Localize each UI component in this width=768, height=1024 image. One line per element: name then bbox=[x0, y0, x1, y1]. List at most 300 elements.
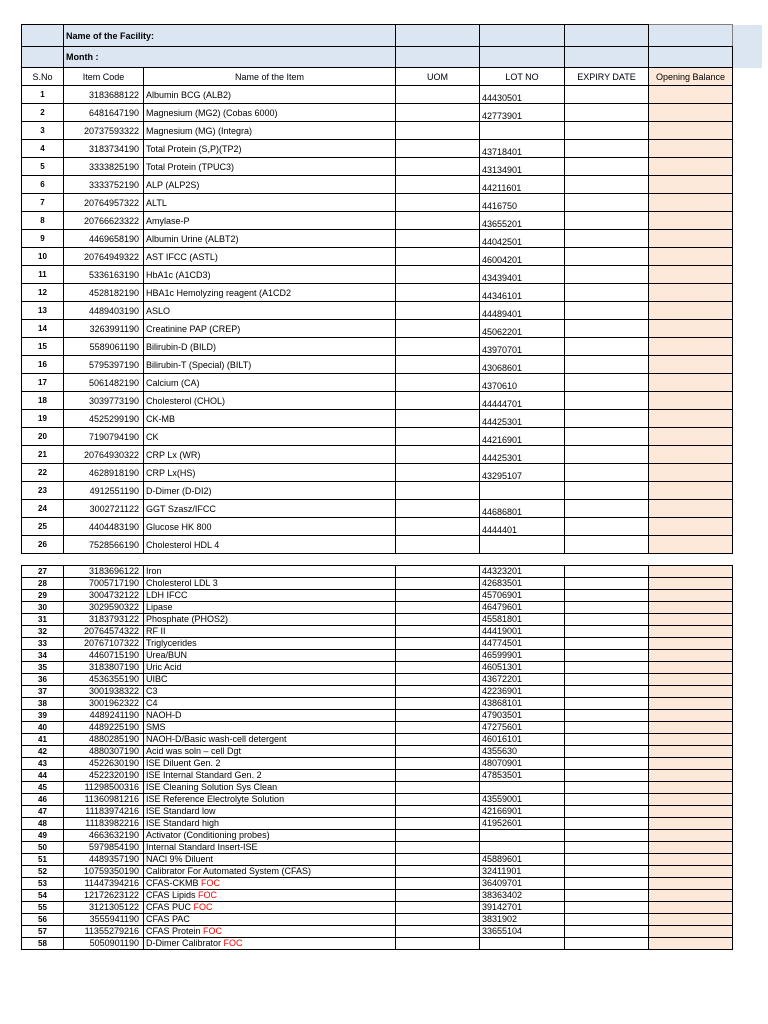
uom-cell[interactable] bbox=[396, 536, 480, 554]
opening-balance-cell[interactable] bbox=[649, 626, 733, 638]
sno-cell: 41 bbox=[22, 734, 64, 746]
item-name-cell bbox=[144, 482, 396, 500]
expiry-date-cell[interactable] bbox=[565, 938, 649, 950]
item-name-cell bbox=[144, 578, 396, 590]
lot-no-cell[interactable]: 44419001 bbox=[480, 626, 565, 638]
lot-no-cell[interactable]: 4416750 bbox=[480, 194, 565, 212]
expiry-date-cell[interactable] bbox=[565, 806, 649, 818]
table-row bbox=[22, 302, 763, 320]
table-row bbox=[22, 392, 763, 410]
uom-cell[interactable] bbox=[396, 566, 480, 578]
lot-no-cell[interactable] bbox=[480, 842, 565, 854]
lot-no-cell[interactable]: 42773901 bbox=[480, 104, 565, 122]
lot-no-cell[interactable] bbox=[480, 938, 565, 950]
opening-balance-cell[interactable] bbox=[649, 158, 733, 176]
facility-row bbox=[22, 25, 763, 47]
lot-no-cell[interactable]: 46016101 bbox=[480, 734, 565, 746]
lot-no-cell[interactable]: 44211601 bbox=[480, 176, 565, 194]
uom-cell[interactable] bbox=[396, 818, 480, 830]
opening-balance-cell[interactable] bbox=[649, 302, 733, 320]
uom-cell[interactable] bbox=[396, 356, 480, 374]
opening-balance-cell[interactable] bbox=[649, 284, 733, 302]
table-row bbox=[22, 926, 733, 938]
lot-no-cell[interactable]: 43068601 bbox=[480, 356, 565, 374]
item-name: Lipase bbox=[146, 602, 173, 612]
expiry-date-cell[interactable] bbox=[565, 212, 649, 230]
opening-balance-cell[interactable] bbox=[649, 230, 733, 248]
item-name: HbA1c (A1CD3) bbox=[146, 269, 211, 280]
item-name-cell bbox=[144, 902, 396, 914]
expiry-date-cell[interactable] bbox=[565, 830, 649, 842]
lot-no-cell[interactable]: 45062201 bbox=[480, 320, 565, 338]
opening-balance-cell[interactable] bbox=[649, 590, 733, 602]
opening-balance-cell[interactable] bbox=[649, 638, 733, 650]
uom-cell[interactable] bbox=[396, 602, 480, 614]
opening-balance-cell[interactable] bbox=[649, 212, 733, 230]
opening-balance-cell[interactable] bbox=[649, 878, 733, 890]
uom-cell[interactable] bbox=[396, 482, 480, 500]
row-spacer bbox=[733, 410, 763, 428]
uom-cell[interactable] bbox=[396, 758, 480, 770]
uom-cell[interactable] bbox=[396, 710, 480, 722]
uom-cell[interactable] bbox=[396, 662, 480, 674]
expiry-date-cell[interactable] bbox=[565, 902, 649, 914]
opening-balance-cell[interactable] bbox=[649, 698, 733, 710]
item-name-cell bbox=[144, 746, 396, 758]
uom-cell[interactable] bbox=[396, 806, 480, 818]
uom-cell[interactable] bbox=[396, 734, 480, 746]
lot-no-cell[interactable]: 36409701 bbox=[480, 878, 565, 890]
row-spacer bbox=[733, 464, 763, 482]
sno-cell: 27 bbox=[22, 566, 64, 578]
lot-no-cell[interactable]: 42236901 bbox=[480, 686, 565, 698]
item-name: Albumin Urine (ALBT2) bbox=[146, 233, 239, 244]
lot-no-cell[interactable]: 45581801 bbox=[480, 614, 565, 626]
uom-cell[interactable] bbox=[396, 374, 480, 392]
uom-cell[interactable] bbox=[396, 86, 480, 104]
lot-no-cell[interactable]: 43970701 bbox=[480, 338, 565, 356]
lot-no-cell[interactable]: 44042501 bbox=[480, 230, 565, 248]
opening-balance-cell[interactable] bbox=[649, 356, 733, 374]
uom-cell[interactable] bbox=[396, 446, 480, 464]
expiry-date-cell[interactable] bbox=[565, 248, 649, 266]
item-code-cell: 3039773190 bbox=[64, 392, 144, 410]
expiry-date-cell[interactable] bbox=[565, 356, 649, 374]
expiry-date-cell[interactable] bbox=[565, 926, 649, 938]
uom-cell[interactable] bbox=[396, 626, 480, 638]
item-code-cell: 7190794190 bbox=[64, 428, 144, 446]
item-name: Bilirubin-D (BILD) bbox=[146, 341, 217, 352]
opening-balance-cell[interactable] bbox=[649, 818, 733, 830]
opening-balance-cell[interactable] bbox=[649, 782, 733, 794]
item-name: Urea/BUN bbox=[146, 650, 188, 660]
lot-no-cell[interactable] bbox=[480, 782, 565, 794]
expiry-date-cell[interactable] bbox=[565, 194, 649, 212]
uom-cell[interactable] bbox=[396, 104, 480, 122]
lot-no-cell[interactable]: 44216901 bbox=[480, 428, 565, 446]
lot-no-cell[interactable]: 46599901 bbox=[480, 650, 565, 662]
opening-balance-cell[interactable] bbox=[649, 830, 733, 842]
uom-cell[interactable] bbox=[396, 926, 480, 938]
expiry-date-cell[interactable] bbox=[565, 374, 649, 392]
expiry-date-cell[interactable] bbox=[565, 140, 649, 158]
expiry-date-cell[interactable] bbox=[565, 818, 649, 830]
lot-no-cell[interactable]: 47853501 bbox=[480, 770, 565, 782]
uom-cell[interactable] bbox=[396, 686, 480, 698]
expiry-date-cell[interactable] bbox=[565, 230, 649, 248]
opening-balance-cell[interactable] bbox=[649, 734, 733, 746]
lot-no-cell[interactable]: 41952601 bbox=[480, 818, 565, 830]
item-name-cell bbox=[144, 212, 396, 230]
item-code-cell: 20737593322 bbox=[64, 122, 144, 140]
expiry-date-cell[interactable] bbox=[565, 482, 649, 500]
uom-cell[interactable] bbox=[396, 464, 480, 482]
opening-balance-cell[interactable] bbox=[649, 686, 733, 698]
opening-balance-cell[interactable] bbox=[649, 770, 733, 782]
opening-balance-cell[interactable] bbox=[649, 674, 733, 686]
lot-no-cell[interactable]: 44425301 bbox=[480, 410, 565, 428]
opening-balance-cell[interactable] bbox=[649, 122, 733, 140]
lot-no-cell[interactable]: 3831902 bbox=[480, 914, 565, 926]
opening-balance-cell[interactable] bbox=[649, 536, 733, 554]
table-row bbox=[22, 248, 763, 266]
lot-no-cell[interactable]: 44686801 bbox=[480, 500, 565, 518]
expiry-date-cell[interactable] bbox=[565, 578, 649, 590]
table-row bbox=[22, 374, 763, 392]
uom-cell[interactable] bbox=[396, 638, 480, 650]
lot-no-cell[interactable]: 43295107 bbox=[480, 464, 565, 482]
lot-no-cell[interactable]: 44323201 bbox=[480, 566, 565, 578]
opening-balance-cell[interactable] bbox=[649, 926, 733, 938]
uom-cell[interactable] bbox=[396, 674, 480, 686]
uom-cell[interactable] bbox=[396, 794, 480, 806]
expiry-date-cell[interactable] bbox=[565, 710, 649, 722]
lot-no-cell[interactable]: 46479601 bbox=[480, 602, 565, 614]
expiry-date-cell[interactable] bbox=[565, 602, 649, 614]
item-name: Glucose HK 800 bbox=[146, 521, 212, 532]
item-name: C4 bbox=[146, 698, 158, 708]
opening-balance-cell[interactable] bbox=[649, 428, 733, 446]
row-spacer bbox=[733, 518, 763, 536]
lot-no-cell[interactable] bbox=[480, 830, 565, 842]
lot-no-cell[interactable]: 44425301 bbox=[480, 446, 565, 464]
item-name: NAOH-D bbox=[146, 710, 182, 720]
opening-balance-cell[interactable] bbox=[649, 194, 733, 212]
expiry-date-cell[interactable] bbox=[565, 158, 649, 176]
sno-cell: 26 bbox=[22, 536, 64, 554]
expiry-date-cell[interactable] bbox=[565, 650, 649, 662]
uom-cell[interactable] bbox=[396, 284, 480, 302]
table-row bbox=[22, 158, 763, 176]
expiry-date-cell[interactable] bbox=[565, 698, 649, 710]
uom-cell[interactable] bbox=[396, 176, 480, 194]
col-uom: UOM bbox=[396, 68, 480, 86]
opening-balance-cell[interactable] bbox=[649, 806, 733, 818]
opening-balance-cell[interactable] bbox=[649, 104, 733, 122]
expiry-date-cell[interactable] bbox=[565, 302, 649, 320]
uom-cell[interactable] bbox=[396, 698, 480, 710]
opening-balance-cell[interactable] bbox=[649, 914, 733, 926]
uom-cell[interactable] bbox=[396, 320, 480, 338]
expiry-date-cell[interactable] bbox=[565, 338, 649, 356]
lot-no-cell[interactable]: 32411901 bbox=[480, 866, 565, 878]
uom-cell[interactable] bbox=[396, 842, 480, 854]
item-code-cell: 4525299190 bbox=[64, 410, 144, 428]
expiry-date-cell[interactable] bbox=[565, 410, 649, 428]
lot-no-cell[interactable] bbox=[480, 122, 565, 140]
lot-no-cell[interactable]: 43439401 bbox=[480, 266, 565, 284]
opening-balance-cell[interactable] bbox=[649, 722, 733, 734]
opening-balance-cell[interactable] bbox=[649, 338, 733, 356]
expiry-date-cell[interactable] bbox=[565, 176, 649, 194]
table-row bbox=[22, 710, 733, 722]
opening-balance-cell[interactable] bbox=[649, 86, 733, 104]
opening-balance-cell[interactable] bbox=[649, 758, 733, 770]
row-spacer bbox=[733, 140, 763, 158]
lot-no-cell[interactable]: 42683501 bbox=[480, 578, 565, 590]
facility-expiry-cell[interactable] bbox=[565, 25, 649, 47]
facility-uom-cell[interactable] bbox=[396, 25, 480, 47]
lot-no-cell[interactable]: 4444401 bbox=[480, 518, 565, 536]
lot-no-cell[interactable]: 4355630 bbox=[480, 746, 565, 758]
item-code-cell: 4880307190 bbox=[64, 746, 144, 758]
opening-balance-cell[interactable] bbox=[649, 248, 733, 266]
item-code-cell: 4489241190 bbox=[64, 710, 144, 722]
uom-cell[interactable] bbox=[396, 122, 480, 140]
expiry-date-cell[interactable] bbox=[565, 782, 649, 794]
opening-balance-cell[interactable] bbox=[649, 866, 733, 878]
uom-cell[interactable] bbox=[396, 140, 480, 158]
lot-no-cell[interactable]: 43718401 bbox=[480, 140, 565, 158]
opening-balance-cell[interactable] bbox=[649, 392, 733, 410]
uom-cell[interactable] bbox=[396, 902, 480, 914]
opening-balance-cell[interactable] bbox=[649, 410, 733, 428]
expiry-date-cell[interactable] bbox=[565, 266, 649, 284]
expiry-date-cell[interactable] bbox=[565, 770, 649, 782]
lot-no-cell[interactable]: 44489401 bbox=[480, 302, 565, 320]
sno-cell: 20 bbox=[22, 428, 64, 446]
uom-cell[interactable] bbox=[396, 866, 480, 878]
expiry-date-cell[interactable] bbox=[565, 518, 649, 536]
uom-cell[interactable] bbox=[396, 194, 480, 212]
uom-cell[interactable] bbox=[396, 428, 480, 446]
item-name: ISE Standard low bbox=[146, 806, 216, 816]
expiry-date-cell[interactable] bbox=[565, 284, 649, 302]
item-name-cell bbox=[144, 866, 396, 878]
opening-balance-cell[interactable] bbox=[649, 578, 733, 590]
opening-balance-cell[interactable] bbox=[649, 500, 733, 518]
expiry-date-cell[interactable] bbox=[565, 722, 649, 734]
opening-balance-cell[interactable] bbox=[649, 374, 733, 392]
uom-cell[interactable] bbox=[396, 266, 480, 284]
opening-balance-cell[interactable] bbox=[649, 710, 733, 722]
opening-balance-cell[interactable] bbox=[649, 602, 733, 614]
item-name: Calcium (CA) bbox=[146, 377, 200, 388]
opening-balance-cell[interactable] bbox=[649, 902, 733, 914]
expiry-date-cell[interactable] bbox=[565, 842, 649, 854]
opening-balance-cell[interactable] bbox=[649, 266, 733, 284]
expiry-date-cell[interactable] bbox=[565, 914, 649, 926]
expiry-date-cell[interactable] bbox=[565, 686, 649, 698]
table-row bbox=[22, 464, 763, 482]
uom-cell[interactable] bbox=[396, 782, 480, 794]
item-name: CFAS Protein bbox=[146, 926, 204, 936]
item-name: CFAS PAC bbox=[146, 914, 190, 924]
uom-cell[interactable] bbox=[396, 854, 480, 866]
lot-no-cell[interactable]: 44346101 bbox=[480, 284, 565, 302]
expiry-date-cell[interactable] bbox=[565, 794, 649, 806]
uom-cell[interactable] bbox=[396, 410, 480, 428]
lot-no-cell[interactable]: 4370610 bbox=[480, 374, 565, 392]
expiry-date-cell[interactable] bbox=[565, 104, 649, 122]
lot-no-cell[interactable]: 44444701 bbox=[480, 392, 565, 410]
expiry-date-cell[interactable] bbox=[565, 590, 649, 602]
facility-blank-cell bbox=[22, 25, 64, 47]
uom-cell[interactable] bbox=[396, 518, 480, 536]
item-name-cell bbox=[144, 842, 396, 854]
facility-lot-cell[interactable] bbox=[480, 25, 565, 47]
expiry-date-cell[interactable] bbox=[565, 638, 649, 650]
opening-balance-cell[interactable] bbox=[649, 938, 733, 950]
lot-no-cell[interactable]: 45889601 bbox=[480, 854, 565, 866]
item-name-cell bbox=[144, 698, 396, 710]
month-uom-cell[interactable] bbox=[396, 47, 480, 68]
uom-cell[interactable] bbox=[396, 746, 480, 758]
expiry-date-cell[interactable] bbox=[565, 464, 649, 482]
opening-balance-cell[interactable] bbox=[649, 890, 733, 902]
opening-balance-cell[interactable] bbox=[649, 464, 733, 482]
uom-cell[interactable] bbox=[396, 338, 480, 356]
uom-cell[interactable] bbox=[396, 914, 480, 926]
uom-cell[interactable] bbox=[396, 578, 480, 590]
lot-no-cell[interactable]: 46051301 bbox=[480, 662, 565, 674]
month-lot-cell[interactable] bbox=[480, 47, 565, 68]
lot-no-cell[interactable]: 43655201 bbox=[480, 212, 565, 230]
expiry-date-cell[interactable] bbox=[565, 320, 649, 338]
expiry-date-cell[interactable] bbox=[565, 122, 649, 140]
uom-cell[interactable] bbox=[396, 392, 480, 410]
uom-cell[interactable] bbox=[396, 938, 480, 950]
table-row bbox=[22, 626, 733, 638]
expiry-date-cell[interactable] bbox=[565, 662, 649, 674]
item-code-cell: 3001962322 bbox=[64, 698, 144, 710]
uom-cell[interactable] bbox=[396, 230, 480, 248]
opening-balance-cell[interactable] bbox=[649, 140, 733, 158]
expiry-date-cell[interactable] bbox=[565, 392, 649, 410]
opening-balance-cell[interactable] bbox=[649, 446, 733, 464]
lot-no-cell[interactable]: 47903501 bbox=[480, 710, 565, 722]
opening-balance-cell[interactable] bbox=[649, 842, 733, 854]
expiry-date-cell[interactable] bbox=[565, 536, 649, 554]
lot-no-cell[interactable]: 43868101 bbox=[480, 698, 565, 710]
expiry-date-cell[interactable] bbox=[565, 854, 649, 866]
opening-balance-cell[interactable] bbox=[649, 482, 733, 500]
opening-balance-cell[interactable] bbox=[649, 518, 733, 536]
uom-cell[interactable] bbox=[396, 770, 480, 782]
uom-cell[interactable] bbox=[396, 614, 480, 626]
expiry-date-cell[interactable] bbox=[565, 890, 649, 902]
uom-cell[interactable] bbox=[396, 590, 480, 602]
opening-balance-cell[interactable] bbox=[649, 176, 733, 194]
opening-balance-cell[interactable] bbox=[649, 746, 733, 758]
uom-cell[interactable] bbox=[396, 650, 480, 662]
expiry-date-cell[interactable] bbox=[565, 878, 649, 890]
item-name-cell bbox=[144, 938, 396, 950]
item-name-cell bbox=[144, 602, 396, 614]
uom-cell[interactable] bbox=[396, 212, 480, 230]
sno-cell: 3 bbox=[22, 122, 64, 140]
foc-tag: FOC bbox=[198, 890, 218, 900]
opening-balance-cell[interactable] bbox=[649, 662, 733, 674]
opening-balance-cell[interactable] bbox=[649, 794, 733, 806]
expiry-date-cell[interactable] bbox=[565, 626, 649, 638]
uom-cell[interactable] bbox=[396, 248, 480, 266]
lot-no-cell[interactable]: 46004201 bbox=[480, 248, 565, 266]
lot-no-cell[interactable]: 48070901 bbox=[480, 758, 565, 770]
item-name-cell bbox=[144, 782, 396, 794]
lot-no-cell[interactable]: 47275601 bbox=[480, 722, 565, 734]
opening-balance-cell[interactable] bbox=[649, 650, 733, 662]
lot-no-cell[interactable]: 33655104 bbox=[480, 926, 565, 938]
uom-cell[interactable] bbox=[396, 158, 480, 176]
sno-cell: 39 bbox=[22, 710, 64, 722]
item-name: CK bbox=[146, 431, 159, 442]
expiry-date-cell[interactable] bbox=[565, 614, 649, 626]
lot-no-cell[interactable]: 39142701 bbox=[480, 902, 565, 914]
uom-cell[interactable] bbox=[396, 500, 480, 518]
month-expiry-cell[interactable] bbox=[565, 47, 649, 68]
uom-cell[interactable] bbox=[396, 830, 480, 842]
lot-no-cell[interactable]: 43134901 bbox=[480, 158, 565, 176]
uom-cell[interactable] bbox=[396, 878, 480, 890]
expiry-date-cell[interactable] bbox=[565, 674, 649, 686]
item-name: Albumin BCG (ALB2) bbox=[146, 89, 232, 100]
item-name-cell bbox=[144, 446, 396, 464]
expiry-date-cell[interactable] bbox=[565, 734, 649, 746]
lot-no-cell[interactable] bbox=[480, 536, 565, 554]
lot-no-cell[interactable]: 43672201 bbox=[480, 674, 565, 686]
lot-no-cell[interactable]: 44774501 bbox=[480, 638, 565, 650]
uom-cell[interactable] bbox=[396, 302, 480, 320]
lot-no-cell[interactable]: 43559001 bbox=[480, 794, 565, 806]
item-code-cell: 3263991190 bbox=[64, 320, 144, 338]
sno-cell: 32 bbox=[22, 626, 64, 638]
item-name-cell bbox=[144, 104, 396, 122]
table-row bbox=[22, 770, 733, 782]
opening-balance-cell[interactable] bbox=[649, 566, 733, 578]
expiry-date-cell[interactable] bbox=[565, 746, 649, 758]
expiry-date-cell[interactable] bbox=[565, 758, 649, 770]
opening-balance-cell[interactable] bbox=[649, 614, 733, 626]
lot-no-cell[interactable]: 42166901 bbox=[480, 806, 565, 818]
uom-cell[interactable] bbox=[396, 890, 480, 902]
expiry-date-cell[interactable] bbox=[565, 500, 649, 518]
expiry-date-cell[interactable] bbox=[565, 866, 649, 878]
expiry-date-cell[interactable] bbox=[565, 86, 649, 104]
opening-balance-cell[interactable] bbox=[649, 854, 733, 866]
lot-no-cell[interactable] bbox=[480, 482, 565, 500]
item-name-cell bbox=[144, 566, 396, 578]
expiry-date-cell[interactable] bbox=[565, 428, 649, 446]
expiry-date-cell[interactable] bbox=[565, 446, 649, 464]
uom-cell[interactable] bbox=[396, 722, 480, 734]
lot-no-cell[interactable]: 44430501 bbox=[480, 86, 565, 104]
opening-balance-cell[interactable] bbox=[649, 320, 733, 338]
item-code-cell: 4469658190 bbox=[64, 230, 144, 248]
lot-no-cell[interactable]: 38363402 bbox=[480, 890, 565, 902]
lot-no-cell[interactable]: 45706901 bbox=[480, 590, 565, 602]
expiry-date-cell[interactable] bbox=[565, 566, 649, 578]
